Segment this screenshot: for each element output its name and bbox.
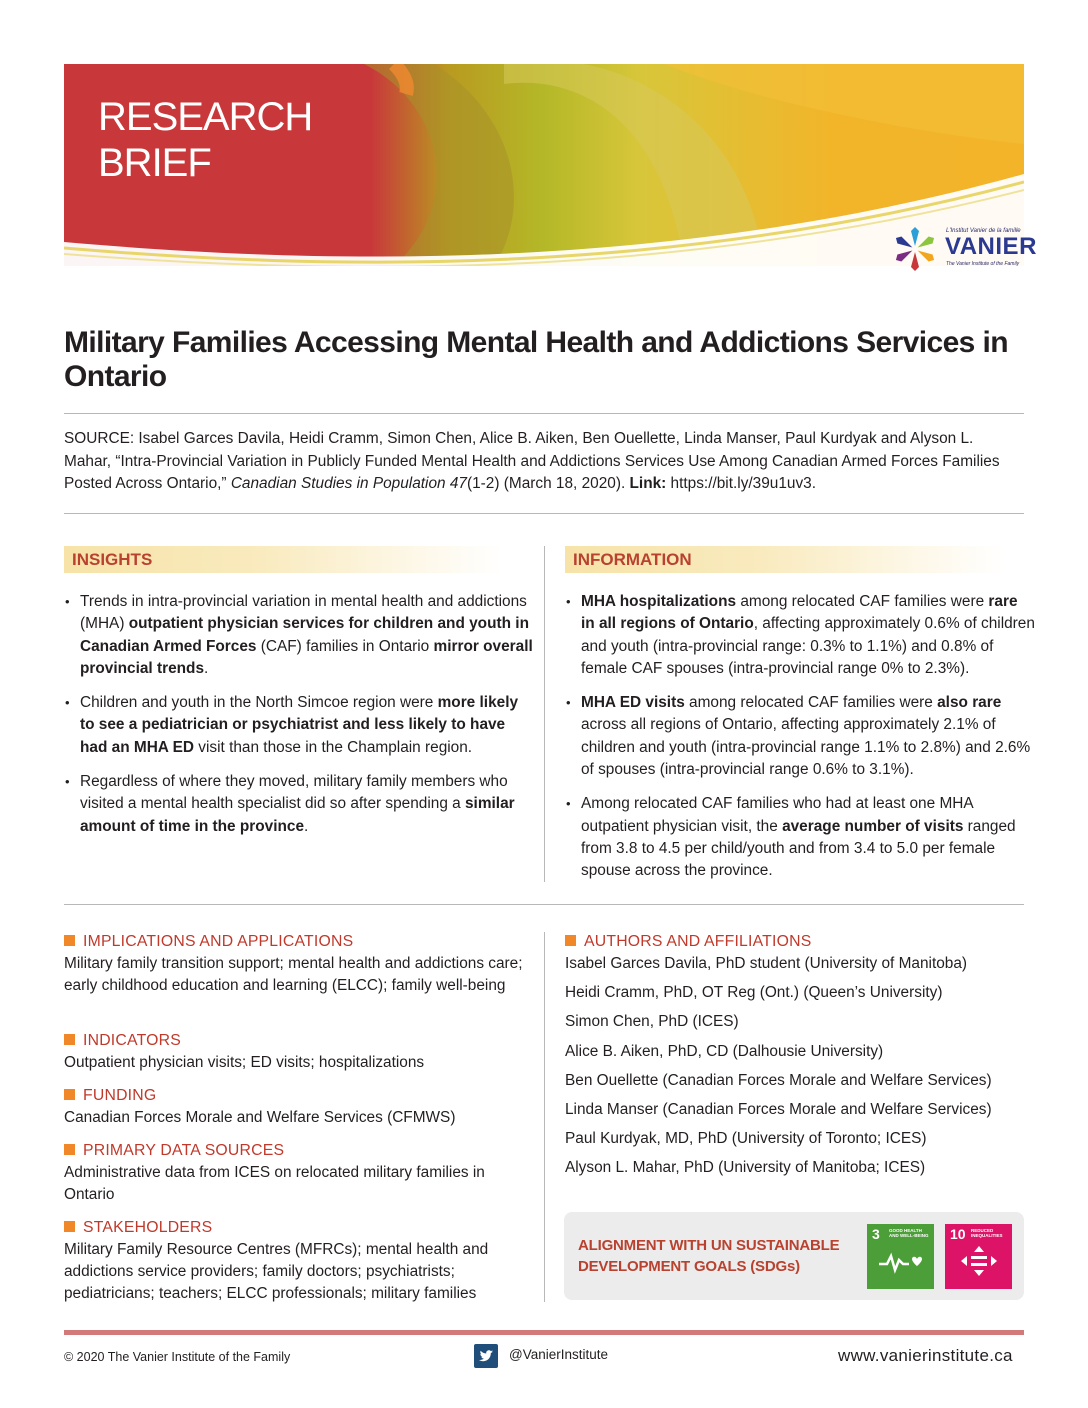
emphasis-text: mirror overall provincial trends (80, 637, 533, 677)
source-issue: (1-2) (March 18, 2020). (466, 475, 630, 492)
sdg-goal-3-badge[interactable] (867, 1224, 934, 1289)
bullet-text: , affecting approximately 0.6% of children and youth (intra-provincial range: 0.3% to 1.1%) and 0.8% of female CAF spouses (intra-provincial range 0% to 2.3%). (581, 615, 1035, 677)
emphasis-text: MHA ED visits (581, 694, 685, 712)
author-item: Heidi Cramm, PhD, OT Reg (Ont.) (Queen’s University) (565, 984, 943, 1001)
information-bullet-item (565, 591, 1035, 680)
author-item: Isabel Garces Davila, PhD student (University of Manitoba) (565, 955, 968, 972)
emphasis-text: MHA hospitalizations (581, 593, 737, 610)
bullet-text: (CAF) families in Ontario (256, 637, 434, 655)
footer-rule (64, 1330, 1024, 1335)
emphasis-text: rare in all regions of Ontario (581, 593, 1018, 633)
source-link-label: Link: (629, 475, 667, 492)
insights-bullet-item (64, 591, 534, 680)
reduced-inequalities-icon (957, 1246, 1001, 1276)
authors-heading-text: AUTHORS AND AFFILIATIONS (584, 933, 812, 950)
bullet-text: . (204, 659, 209, 677)
divider (64, 413, 1024, 414)
author-item: Alice B. Aiken, PhD, CD (Dalhousie University) (565, 1043, 884, 1060)
insights-bullet-item (64, 771, 534, 838)
source-authors: SOURCE: Isabel Garces Davila, Heidi Cramm, Simon Chen, Alice B. Aiken, Ben Ouellette, Linda Manser, Paul Kurdyak and Alyson L. Mahar, “Intra-Provincial Variation in Publicly Funded Mental Health and Addictions Services Use Among Canadian Armed Forces Families Posted Across Ontario,” (64, 430, 1000, 492)
orange-square-icon (64, 1089, 75, 1100)
copyright-text: © 2020 The Vanier Institute of the Family (64, 1350, 291, 1364)
indicators-text: Outpatient physician visits; ED visits; hospitalizations (64, 1054, 425, 1071)
bullet-text: . (304, 817, 309, 835)
data-sources-text: Administrative data from ICES on relocated military families in Ontario (64, 1164, 485, 1203)
column-divider (544, 546, 545, 882)
data-sources-heading-text: PRIMARY DATA SOURCES (83, 1142, 285, 1159)
indicators-heading (64, 1031, 181, 1051)
divider (64, 904, 1024, 905)
heartbeat-icon (879, 1250, 923, 1274)
indicators-heading-text: INDICATORS (83, 1032, 181, 1049)
information-bullet-item (565, 793, 1035, 882)
source-journal: Canadian Studies in Population 47 (230, 475, 467, 492)
stakeholders-heading-text: STAKEHOLDERS (83, 1219, 213, 1236)
funding-text: Canadian Forces Morale and Welfare Services (CFMWS) (64, 1109, 456, 1126)
logo-tagline-fr: L'Institut Vanier de la famille (946, 228, 1021, 234)
orange-square-icon (64, 1221, 75, 1232)
bullet-text: visit than those in the Champlain region. (194, 738, 473, 756)
sdg-label: ALIGNMENT WITH UN SUSTAINABLE DEVELOPMENT GOALS (SDGs) (578, 1237, 840, 1275)
sdg-goal-10-number: 10 (950, 1226, 966, 1242)
website-link[interactable]: www.vanierinstitute.ca (838, 1346, 1013, 1365)
bullet-text: Trends in intra-provincial variation in mental health and addictions (MHA) (80, 593, 527, 633)
bullet-text: Children and youth in the North Simcoe region were (80, 694, 438, 712)
vanier-emblem-icon (890, 225, 940, 273)
page-title: Military Families Accessing Mental Health and Addictions Services in Ontario (64, 326, 1008, 393)
emphasis-text: average number of visits (782, 817, 964, 835)
twitter-icon[interactable] (474, 1344, 498, 1368)
implications-text: Military family transition support; mental health and addictions care; early childhood education and learning (ELCC); family well-being (64, 955, 523, 994)
emphasis-text: also rare (937, 694, 1002, 712)
author-item: Paul Kurdyak, MD, PhD (University of Toronto; ICES) (565, 1130, 927, 1147)
bullet-text: among relocated CAF families were (684, 694, 938, 712)
implications-heading-text: IMPLICATIONS AND APPLICATIONS (83, 933, 354, 950)
banner-title (98, 94, 312, 186)
banner-title-line2: BRIEF (98, 141, 211, 185)
information-heading: INFORMATION (565, 546, 1005, 573)
sdg-goal-10-badge[interactable] (945, 1224, 1012, 1289)
emphasis-text: similar amount of time in the province (80, 795, 515, 835)
stakeholders-heading (64, 1218, 212, 1238)
author-item: Alyson L. Mahar, PhD (University of Manitoba; ICES) (565, 1159, 926, 1176)
authors-heading (565, 932, 811, 952)
column-divider (544, 932, 545, 1302)
implications-heading (64, 932, 353, 952)
sdg-goal-3-caption: GOOD HEALTH AND WELL-BEING (889, 1228, 929, 1238)
orange-square-icon (64, 1144, 75, 1155)
author-item: Linda Manser (Canadian Forces Morale and Welfare Services) (565, 1101, 992, 1118)
bullet-text: among relocated CAF families were (736, 593, 989, 610)
insights-heading: INSIGHTS (64, 546, 504, 573)
twitter-handle-link[interactable]: @VanierInstitute (509, 1347, 609, 1362)
bullet-text: ranged from 3.8 to 4.5 per child/youth and from 3.4 to 5.0 per female spouse across the province. (581, 817, 1016, 880)
author-item: Simon Chen, PhD (ICES) (565, 1013, 739, 1030)
orange-square-icon (64, 935, 75, 946)
funding-heading-text: FUNDING (83, 1087, 157, 1104)
orange-square-icon (565, 935, 576, 946)
information-bullet-item (565, 692, 1035, 781)
author-item: Ben Ouellette (Canadian Forces Morale and Welfare Services) (565, 1072, 992, 1089)
funding-heading (64, 1086, 156, 1106)
insights-list (64, 591, 534, 850)
divider (64, 513, 1024, 514)
banner-title-line1: RESEARCH (98, 95, 313, 139)
orange-square-icon (64, 1034, 75, 1045)
insights-bullet-item (64, 692, 534, 759)
logo-wordmark: VANIER (945, 233, 1037, 260)
source-link[interactable]: https://bit.ly/39u1uv3. (666, 475, 817, 492)
emphasis-text: more likely to see a pediatrician or psychiatrist and less likely to have had an MHA ED (80, 694, 519, 756)
twitter-bird-icon (474, 1344, 498, 1368)
logo-tagline-en: The Vanier Institute of the Family (946, 261, 1020, 267)
sdg-alignment-box (564, 1212, 1024, 1300)
vanier-logo[interactable] (890, 225, 1037, 273)
data-sources-heading (64, 1141, 284, 1161)
emphasis-text: outpatient physician services for children and youth in Canadian Armed Forces (80, 615, 529, 655)
bullet-text: Regardless of where they moved, military family members who visited a mental health specialist did so after spending a (80, 773, 508, 813)
stakeholders-text: Military Family Resource Centres (MFRCs); mental health and addictions service providers; family doctors; psychiatrists; pediatricians; teachers; ELCC professionals; military families (64, 1241, 489, 1302)
bullet-text: Among relocated CAF families who had at least one MHA outpatient physician visit, the (581, 795, 973, 835)
sdg-goal-3-number: 3 (872, 1226, 880, 1242)
header-banner (64, 64, 1024, 266)
source-citation (64, 428, 1024, 496)
sdg-goal-10-caption: REDUCED INEQUALITIES (971, 1228, 1003, 1238)
bullet-text: across all regions of Ontario, affecting approximately 2.1% of children and youth (intra-provincial range 1.1% to 2.8%) and 2.6% of spouses (intra-provincial range 0.6% to 3.1%). (581, 716, 1031, 779)
information-list (565, 591, 1035, 895)
